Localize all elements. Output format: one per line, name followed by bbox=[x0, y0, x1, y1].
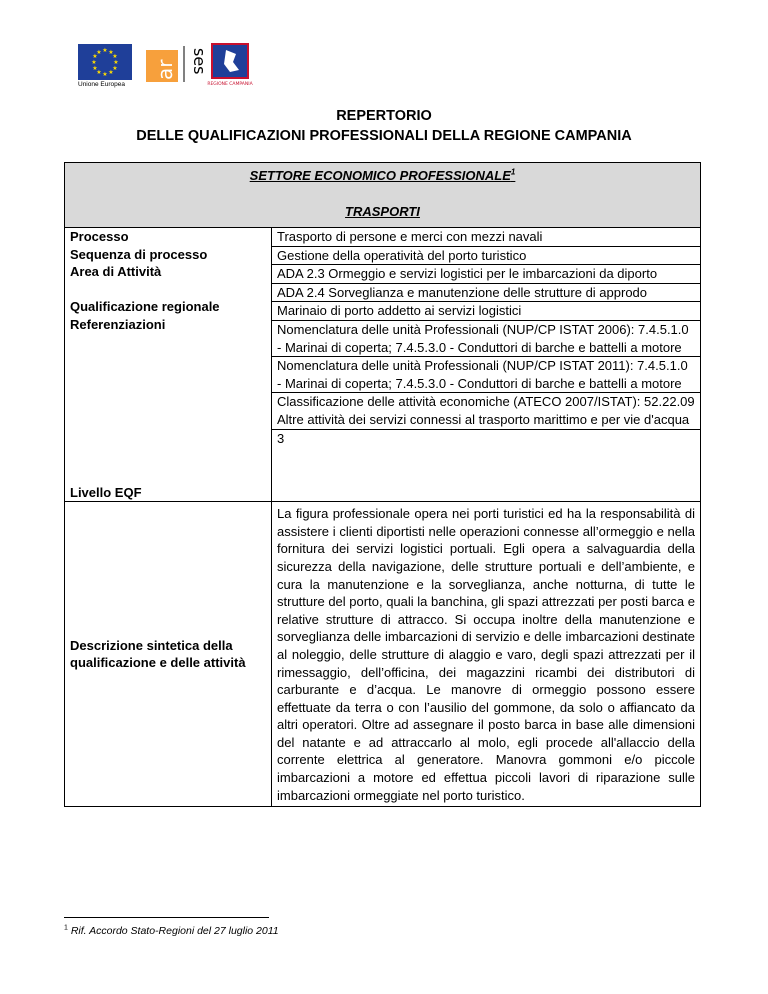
svg-text:ses: ses bbox=[190, 48, 209, 75]
sector-header-row bbox=[65, 163, 701, 228]
labels-cell bbox=[65, 228, 272, 502]
value-referenziazioni-3: Classificazione delle attività economiche (ATECO 2007/ISTAT): 52.22.09 Altre attività dei servizi connessi al trasporto marittimo e per vie d'acqua bbox=[272, 393, 700, 429]
value-referenziazioni-2: Nomenclatura delle unità Professionali (NUP/CP ISTAT 2011): 7.4.5.1.0 - Marinai di coperta; 7.4.5.3.0 - Conduttori di barche e battelli a motore bbox=[272, 357, 700, 393]
sector-name: TRASPORTI bbox=[345, 203, 420, 219]
value-referenziazioni-1: Nomenclatura delle unità Professionali (NUP/CP ISTAT 2006): 7.4.5.1.0 - Marinai di coperta; 7.4.5.3.0 - Conduttori di barche e battelli a motore bbox=[272, 321, 700, 357]
value-qualificazione: Marinaio di porto addetto ai servizi logistici bbox=[272, 302, 700, 321]
label-area: Area di Attività bbox=[70, 264, 162, 280]
value-descrizione: La figura professionale opera nei porti turistici ed ha la responsabilità di assistere i clienti diportisti nelle operazioni connesse all’ormeggio e nella fornitura dei servizi logistici portuali. Egli opera a salvaguardia della sicurezza della navigazione, delle strutture portuali e dell’ambiente, e cura la manutenzione e la sorveglianza, anche notturna, di tutte le strutture del porto, quali la banchina, gli spazi attrezzati per posti barca e relative strutture di attracco. Si occupa inoltre della manutenzione e sorveglianza delle imbarcazioni di servizio e delle imbarcazioni destinate al noleggio, delle strutture di alaggio e varo, degli spazi attrezzati per il rimessaggio, dell’officina, dei magazzini ricambi dei distributori di carburante e d’acqua. Le manovre di ormeggio possono essere effettuate da terra o con l’ausilio del gommone, da solo o affiancato da altri operatori. Oltre ad assegnare il posto barca in base alle dimensioni del natante e ad attraccarlo al molo, egli procede all'allaccio della corrente elettrica al generatore. Manovra gommoni e/o piccole imbarcazioni a motore ed effettua piccoli lavori di riparazione sulle imbarcazioni ormeggiate nel porto turistico. bbox=[272, 502, 701, 807]
label-processo: Processo bbox=[70, 229, 129, 244]
value-area-1: ADA 2.3 Ormeggio e servizi logistici per le imbarcazioni da diporto bbox=[272, 265, 700, 284]
svg-text:★: ★ bbox=[102, 47, 108, 54]
footnote-text: Rif. Accordo Stato-Regioni del 27 luglio 2011 bbox=[70, 925, 279, 937]
svg-text:★: ★ bbox=[96, 49, 102, 56]
arses-logo bbox=[146, 44, 209, 84]
value-sequenza: Gestione della operatività del porto turistico bbox=[272, 247, 700, 266]
value-area-2: ADA 2.4 Sorveglianza e manutenzione delle strutture di approdo bbox=[272, 284, 700, 303]
title-line-1: REPERTORIO bbox=[336, 108, 432, 124]
label-referenziazioni: Referenziazioni bbox=[70, 316, 166, 332]
value-eqf: 3 bbox=[277, 430, 285, 446]
sector-heading: SETTORE ECONOMICO PROFESSIONALE$^1$ bbox=[249, 167, 516, 183]
label-sequenza: Sequenza di processo bbox=[70, 246, 208, 262]
value-processo: Trasporto di persone e merci con mezzi navali bbox=[272, 228, 700, 247]
title-line-2: DELLE QUALIFICAZIONI PROFESSIONALI DELLA REGIONE CAMPANIA bbox=[136, 128, 632, 144]
qualification-table bbox=[64, 162, 701, 807]
svg-text:★: ★ bbox=[92, 65, 98, 72]
label-qualificazione: Qualificazione regionale bbox=[70, 299, 220, 315]
svg-text:★: ★ bbox=[113, 59, 119, 66]
svg-text:★: ★ bbox=[112, 53, 118, 60]
eu-caption: Unione Europea bbox=[78, 81, 125, 88]
footnote-separator bbox=[64, 917, 269, 918]
footnote bbox=[64, 925, 279, 937]
svg-text:★: ★ bbox=[108, 49, 114, 56]
campania-caption: REGIONE CAMPANIA bbox=[207, 82, 253, 87]
svg-text:★: ★ bbox=[92, 53, 98, 60]
svg-text:ar: ar bbox=[153, 59, 177, 80]
svg-text:★: ★ bbox=[102, 71, 108, 78]
svg-text:★: ★ bbox=[112, 65, 118, 72]
info-rows bbox=[65, 228, 701, 502]
description-row bbox=[65, 502, 701, 807]
footnote-ref[interactable]: 1 bbox=[510, 167, 516, 177]
svg-text:★: ★ bbox=[96, 69, 102, 76]
document-title bbox=[0, 106, 768, 146]
eu-flag-logo bbox=[78, 44, 132, 80]
svg-text:★: ★ bbox=[108, 69, 114, 76]
sector-header-cell bbox=[65, 163, 701, 228]
svg-text:★: ★ bbox=[91, 59, 97, 66]
regione-campania-logo bbox=[206, 44, 254, 88]
label-eqf: Livello EQF bbox=[70, 484, 142, 500]
label-descrizione: Descrizione sintetica della qualificazione e delle attività bbox=[65, 502, 272, 807]
values-cell bbox=[272, 228, 701, 502]
footnote-marker: 1 bbox=[64, 924, 68, 932]
